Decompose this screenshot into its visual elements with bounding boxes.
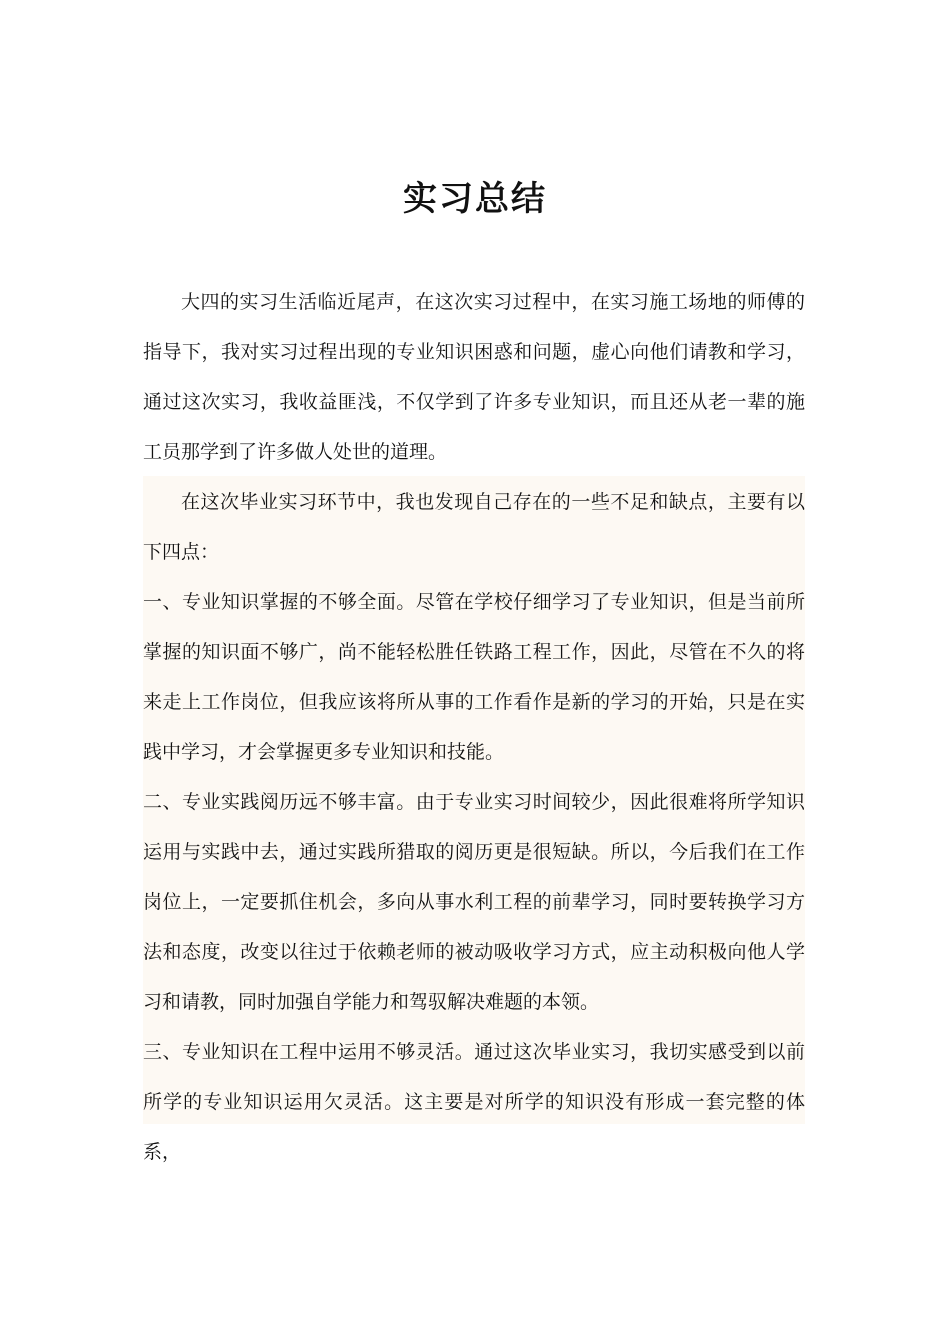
page-title: 实习总结 xyxy=(403,178,547,219)
paragraph-point-three: 三、专业知识在工程中运用不够灵活。通过这次毕业实习，我切实感受到以前所学的专业知识运用欠灵活。这主要是对所学的知识没有形成一套完整的体系， xyxy=(143,1041,805,1163)
paragraph-shortcomings: 在这次毕业实习环节中，我也发现自己存在的一些不足和缺点，主要有以下四点： xyxy=(143,491,805,563)
paragraph-intro: 大四的实习生活临近尾声，在这次实习过程中，在实习施工场地的师傅的指导下，我对实习过程出现的专业知识困惑和问题，虚心向他们请教和学习，通过这次实习，我收益匪浅，不仅学到了许多专业知识，而且还从老一辈的施工员那学到了许多做人处世的道理。 xyxy=(143,291,805,463)
paragraph-point-one: 一、专业知识掌握的不够全面。尽管在学校仔细学习了专业知识，但是当前所掌握的知识面不够广，尚不能轻松胜任铁路工程工作，因此，尽管在不久的将来走上工作岗位，但我应该将所从事的工作看作是新的学习的开始，只是在实践中学习，才会掌握更多专业知识和技能。 xyxy=(143,591,805,763)
paragraph-point-two: 二、专业实践阅历远不够丰富。由于专业实习时间较少，因此很难将所学知识运用与实践中去，通过实践所猎取的阅历更是很短缺。所以，今后我们在工作岗位上，一定要抓住机会，多向从事水利工程的前辈学习，同时要转换学习方法和态度，改变以往过于依赖老师的被动吸收学习方式，应主动积极向他人学习和请教，同时加强自学能力和驾驭解决难题的本领。 xyxy=(143,791,805,1013)
document-body xyxy=(143,277,805,1177)
